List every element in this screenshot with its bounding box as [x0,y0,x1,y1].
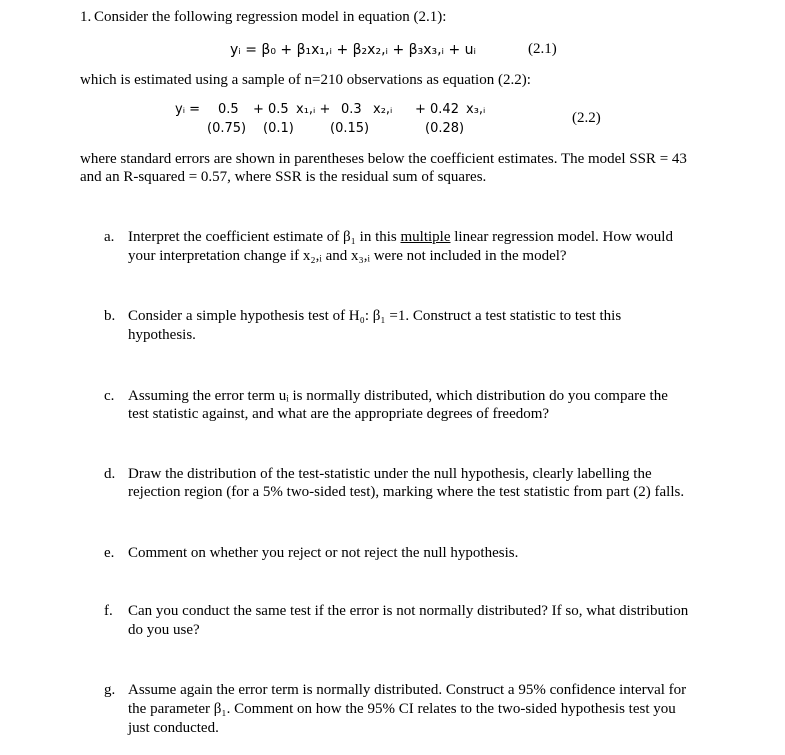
eq2-coef1: + 0.5 [253,102,289,117]
equation-2-2-label: (2.2) [572,110,601,126]
eq2-lhs: yᵢ = [175,102,201,117]
part-b-label: b. [104,308,116,324]
eq2-se2: (0.15) [330,121,370,136]
eq2-coef2: 0.3 [341,102,362,117]
part-a-line-1 [128,228,673,247]
part-b-line-1: Consider a simple hypothesis test of H₀: β₁ =1. Construct a test statistic to test this [128,308,622,324]
estimated-text: which is estimated using a sample of n=210 observations as equation (2.2): [80,72,531,88]
equation-2-1: yᵢ = β₀ + β₁x₁,ᵢ + β₂x₂,ᵢ + β₃x₃,ᵢ + uᵢ [230,42,477,58]
part-a-label: a. [104,229,115,245]
part-d-line-2: rejection region (for a 5% two-sided test), marking where the test statistic from part (2) falls. [128,484,685,500]
part-d-label: d. [104,466,116,482]
part-c-line-1: Assuming the error term uᵢ is normally distributed, which distribution do you compare the [128,388,668,404]
question-number: 1. [80,9,92,25]
eq2-var3: x₃,ᵢ [466,102,486,117]
eq2-coef3: + 0.42 [415,102,459,117]
part-e-line-1: Comment on whether you reject or not reject the null hypothesis. [128,545,519,561]
part-b-line-2: hypothesis. [128,327,196,343]
part-a-line-2: your interpretation change if x₂,ᵢ and x₃,ᵢ were not included in the model? [128,248,567,264]
eq2-se1: (0.1) [263,121,294,136]
part-g-line-2: the parameter β₁. Comment on how the 95% CI relates to the two-sided hypothesis test you [128,701,676,717]
part-a-underlined-word: multiple [400,229,451,245]
part-c-label: c. [104,388,115,404]
part-g-line-3: just conducted. [128,720,219,736]
note-line-2: and an R-squared = 0.57, where SSR is the residual sum of squares. [80,169,487,185]
eq2-var2: x₂,ᵢ [373,102,393,117]
part-f-label: f. [104,603,113,619]
eq2-var1: x₁,ᵢ + [296,102,331,117]
question-intro: Consider the following regression model in equation (2.1): [94,9,447,25]
part-a-line-1-post: linear regression model. How would [454,229,673,245]
note-line-1: where standard errors are shown in parentheses below the coefficient estimates. The model SSR = 43 [80,151,687,167]
eq2-se0: (0.75) [207,121,247,136]
part-f-line-2: do you use? [128,622,200,638]
part-c-line-2: test statistic against, and what are the appropriate degrees of freedom? [128,406,550,422]
part-g-line-1: Assume again the error term is normally distributed. Construct a 95% confidence interval for [128,682,687,698]
part-d-line-1: Draw the distribution of the test-statistic under the null hypothesis, clearly labelling the [128,466,652,482]
part-e-label: e. [104,545,115,561]
eq2-se3: (0.28) [425,121,465,136]
part-g-label: g. [104,682,116,698]
part-f-line-1: Can you conduct the same test if the error is not normally distributed? If so, what distribution [128,603,689,619]
eq2-coef0: 0.5 [218,102,239,117]
equation-2-1-label: (2.1) [528,41,557,57]
part-a-line-1-pre: Interpret the coefficient estimate of β₁ in this [128,229,397,245]
